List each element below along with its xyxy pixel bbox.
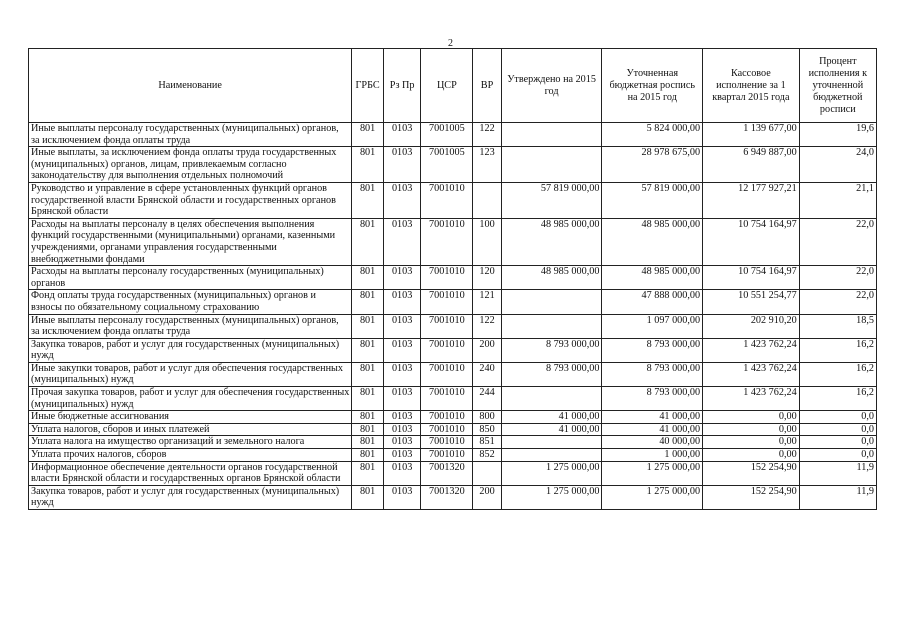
cell-approved: 8 793 000,00 — [501, 338, 602, 362]
table-row — [29, 182, 877, 218]
table-row — [29, 423, 877, 436]
table-header-row — [29, 49, 877, 123]
cell-percent: 16,2 — [799, 362, 876, 386]
cell-vr: 850 — [473, 423, 501, 436]
cell-rzpr: 0103 — [383, 266, 421, 290]
cell-refined: 48 985 000,00 — [602, 218, 703, 265]
cell-name: Иные выплаты персоналу государственных (муниципальных) органов, за исключением фонда оплаты труда — [29, 314, 352, 338]
cell-percent: 19,6 — [799, 123, 876, 147]
cell-refined: 1 275 000,00 — [602, 485, 703, 509]
cell-percent: 11,9 — [799, 485, 876, 509]
cell-percent: 0,0 — [799, 436, 876, 449]
cell-refined: 8 793 000,00 — [602, 362, 703, 386]
cell-refined: 1 275 000,00 — [602, 461, 703, 485]
cell-csr: 7001010 — [421, 436, 473, 449]
cell-grbs: 801 — [352, 182, 384, 218]
cell-vr: 852 — [473, 449, 501, 462]
cell-cash: 152 254,90 — [703, 485, 800, 509]
cell-rzpr: 0103 — [383, 290, 421, 314]
cell-vr: 122 — [473, 123, 501, 147]
column-header-rzpr: Рз Пр — [383, 49, 421, 123]
column-header-percent: Процент исполнения к уточненной бюджетной росписи — [799, 49, 876, 123]
cell-grbs: 801 — [352, 485, 384, 509]
cell-grbs: 801 — [352, 147, 384, 183]
cell-csr: 7001010 — [421, 314, 473, 338]
cell-cash: 1 139 677,00 — [703, 123, 800, 147]
cell-grbs: 801 — [352, 218, 384, 265]
cell-vr: 122 — [473, 314, 501, 338]
cell-grbs: 801 — [352, 362, 384, 386]
cell-csr: 7001010 — [421, 266, 473, 290]
cell-csr: 7001010 — [421, 387, 473, 411]
column-header-refined: Уточненная бюджетная роспись на 2015 год — [602, 49, 703, 123]
cell-rzpr: 0103 — [383, 436, 421, 449]
cell-csr: 7001010 — [421, 449, 473, 462]
cell-rzpr: 0103 — [383, 423, 421, 436]
cell-rzpr: 0103 — [383, 449, 421, 462]
cell-refined: 8 793 000,00 — [602, 338, 703, 362]
cell-approved — [501, 449, 602, 462]
column-header-cash: Кассовое исполнение за 1 квартал 2015 года — [703, 49, 800, 123]
cell-grbs: 801 — [352, 314, 384, 338]
cell-csr: 7001010 — [421, 290, 473, 314]
cell-csr: 7001010 — [421, 362, 473, 386]
cell-vr: 200 — [473, 485, 501, 509]
cell-cash: 0,00 — [703, 436, 800, 449]
cell-percent: 16,2 — [799, 387, 876, 411]
cell-refined: 5 824 000,00 — [602, 123, 703, 147]
cell-vr: 244 — [473, 387, 501, 411]
cell-vr: 800 — [473, 411, 501, 424]
cell-approved: 48 985 000,00 — [501, 266, 602, 290]
cell-name: Иные выплаты персоналу государственных (муниципальных) органов, за исключением фонда оплаты труда — [29, 123, 352, 147]
column-header-vr: ВР — [473, 49, 501, 123]
table-row — [29, 485, 877, 509]
table-row — [29, 314, 877, 338]
cell-vr: 123 — [473, 147, 501, 183]
cell-name: Фонд оплаты труда государственных (муниципальных) органов и взносы по обязательному социальному страхованию — [29, 290, 352, 314]
table-row — [29, 387, 877, 411]
cell-refined: 47 888 000,00 — [602, 290, 703, 314]
cell-csr: 7001010 — [421, 182, 473, 218]
cell-cash: 6 949 887,00 — [703, 147, 800, 183]
column-header-approved: Утверждено на 2015 год — [501, 49, 602, 123]
cell-rzpr: 0103 — [383, 387, 421, 411]
cell-cash: 0,00 — [703, 411, 800, 424]
cell-approved: 1 275 000,00 — [501, 485, 602, 509]
cell-rzpr: 0103 — [383, 218, 421, 265]
cell-grbs: 801 — [352, 387, 384, 411]
table-row — [29, 266, 877, 290]
cell-approved: 1 275 000,00 — [501, 461, 602, 485]
table-row — [29, 218, 877, 265]
cell-vr: 851 — [473, 436, 501, 449]
cell-cash: 12 177 927,21 — [703, 182, 800, 218]
cell-grbs: 801 — [352, 266, 384, 290]
cell-rzpr: 0103 — [383, 485, 421, 509]
cell-rzpr: 0103 — [383, 411, 421, 424]
cell-cash: 10 754 164,97 — [703, 218, 800, 265]
cell-percent: 24,0 — [799, 147, 876, 183]
cell-rzpr: 0103 — [383, 182, 421, 218]
cell-rzpr: 0103 — [383, 338, 421, 362]
cell-name: Закупка товаров, работ и услуг для государственных (муниципальных) нужд — [29, 485, 352, 509]
cell-name: Руководство и управление в сфере установленных функций органов государственной власти Брянской области и государственных органов Брянской области — [29, 182, 352, 218]
cell-percent: 11,9 — [799, 461, 876, 485]
cell-refined: 57 819 000,00 — [602, 182, 703, 218]
cell-grbs: 801 — [352, 449, 384, 462]
cell-vr: 121 — [473, 290, 501, 314]
cell-grbs: 801 — [352, 290, 384, 314]
cell-rzpr: 0103 — [383, 147, 421, 183]
cell-vr: 200 — [473, 338, 501, 362]
cell-cash: 10 754 164,97 — [703, 266, 800, 290]
cell-percent: 16,2 — [799, 338, 876, 362]
cell-refined: 1 000,00 — [602, 449, 703, 462]
cell-cash: 1 423 762,24 — [703, 387, 800, 411]
cell-csr: 7001010 — [421, 423, 473, 436]
cell-approved: 41 000,00 — [501, 411, 602, 424]
cell-approved: 8 793 000,00 — [501, 362, 602, 386]
cell-cash: 10 551 254,77 — [703, 290, 800, 314]
column-header-name: Наименование — [29, 49, 352, 123]
cell-approved — [501, 314, 602, 338]
cell-csr: 7001005 — [421, 123, 473, 147]
cell-rzpr: 0103 — [383, 123, 421, 147]
cell-refined: 41 000,00 — [602, 423, 703, 436]
cell-cash: 152 254,90 — [703, 461, 800, 485]
cell-approved — [501, 147, 602, 183]
cell-grbs: 801 — [352, 423, 384, 436]
cell-approved — [501, 387, 602, 411]
cell-name: Уплата прочих налогов, сборов — [29, 449, 352, 462]
cell-rzpr: 0103 — [383, 314, 421, 338]
cell-grbs: 801 — [352, 436, 384, 449]
cell-vr: 240 — [473, 362, 501, 386]
cell-percent: 0,0 — [799, 411, 876, 424]
cell-percent: 22,0 — [799, 266, 876, 290]
cell-percent: 0,0 — [799, 423, 876, 436]
cell-approved — [501, 436, 602, 449]
cell-grbs: 801 — [352, 338, 384, 362]
cell-grbs: 801 — [352, 461, 384, 485]
cell-csr: 7001005 — [421, 147, 473, 183]
cell-refined: 40 000,00 — [602, 436, 703, 449]
table-row — [29, 338, 877, 362]
cell-name: Закупка товаров, работ и услуг для государственных (муниципальных) нужд — [29, 338, 352, 362]
cell-refined: 48 985 000,00 — [602, 266, 703, 290]
cell-approved — [501, 290, 602, 314]
table-row — [29, 461, 877, 485]
cell-name: Уплата налогов, сборов и иных платежей — [29, 423, 352, 436]
page-number: 2 — [448, 38, 453, 49]
table-row — [29, 436, 877, 449]
cell-refined: 28 978 675,00 — [602, 147, 703, 183]
cell-name: Уплата налога на имущество организаций и земельного налога — [29, 436, 352, 449]
cell-refined: 1 097 000,00 — [602, 314, 703, 338]
cell-approved: 41 000,00 — [501, 423, 602, 436]
column-header-csr: ЦСР — [421, 49, 473, 123]
table-body — [29, 123, 877, 510]
cell-rzpr: 0103 — [383, 362, 421, 386]
cell-name: Расходы на выплаты персоналу государственных (муниципальных) органов — [29, 266, 352, 290]
cell-rzpr: 0103 — [383, 461, 421, 485]
table-row — [29, 147, 877, 183]
cell-percent: 18,5 — [799, 314, 876, 338]
table-row — [29, 290, 877, 314]
cell-csr: 7001010 — [421, 411, 473, 424]
cell-approved: 48 985 000,00 — [501, 218, 602, 265]
cell-csr: 7001320 — [421, 485, 473, 509]
cell-name: Иные выплаты, за исключением фонда оплаты труда государственных (муниципальных) органов, лицам, привлекаемым согласно законодательству для выполнения отдельных полномочий — [29, 147, 352, 183]
cell-grbs: 801 — [352, 123, 384, 147]
cell-vr — [473, 461, 501, 485]
cell-name: Расходы на выплаты персоналу в целях обеспечения выполнения функций государственными (муниципальными) органами, казенными учреждениями, органами управления государственными внебюджетными фондами — [29, 218, 352, 265]
column-header-grbs: ГРБС — [352, 49, 384, 123]
cell-refined: 41 000,00 — [602, 411, 703, 424]
cell-name: Иные бюджетные ассигнования — [29, 411, 352, 424]
budget-execution-table — [28, 48, 877, 510]
table-row — [29, 449, 877, 462]
cell-csr: 7001010 — [421, 218, 473, 265]
cell-cash: 202 910,20 — [703, 314, 800, 338]
cell-cash: 1 423 762,24 — [703, 338, 800, 362]
cell-percent: 22,0 — [799, 290, 876, 314]
cell-name: Иные закупки товаров, работ и услуг для обеспечения государственных (муниципальных) нужд — [29, 362, 352, 386]
cell-percent: 22,0 — [799, 218, 876, 265]
table-row — [29, 411, 877, 424]
cell-name: Информационное обеспечение деятельности органов государственной власти Брянской области и государственных органов Брянской области — [29, 461, 352, 485]
cell-cash: 1 423 762,24 — [703, 362, 800, 386]
cell-refined: 8 793 000,00 — [602, 387, 703, 411]
cell-vr: 120 — [473, 266, 501, 290]
cell-percent: 21,1 — [799, 182, 876, 218]
cell-percent: 0,0 — [799, 449, 876, 462]
cell-csr: 7001010 — [421, 338, 473, 362]
table-row — [29, 362, 877, 386]
cell-cash: 0,00 — [703, 449, 800, 462]
cell-vr: 100 — [473, 218, 501, 265]
cell-vr — [473, 182, 501, 218]
table-row — [29, 123, 877, 147]
cell-name: Прочая закупка товаров, работ и услуг для обеспечения государственных (муниципальных) нужд — [29, 387, 352, 411]
cell-approved: 57 819 000,00 — [501, 182, 602, 218]
cell-approved — [501, 123, 602, 147]
cell-csr: 7001320 — [421, 461, 473, 485]
cell-grbs: 801 — [352, 411, 384, 424]
cell-cash: 0,00 — [703, 423, 800, 436]
